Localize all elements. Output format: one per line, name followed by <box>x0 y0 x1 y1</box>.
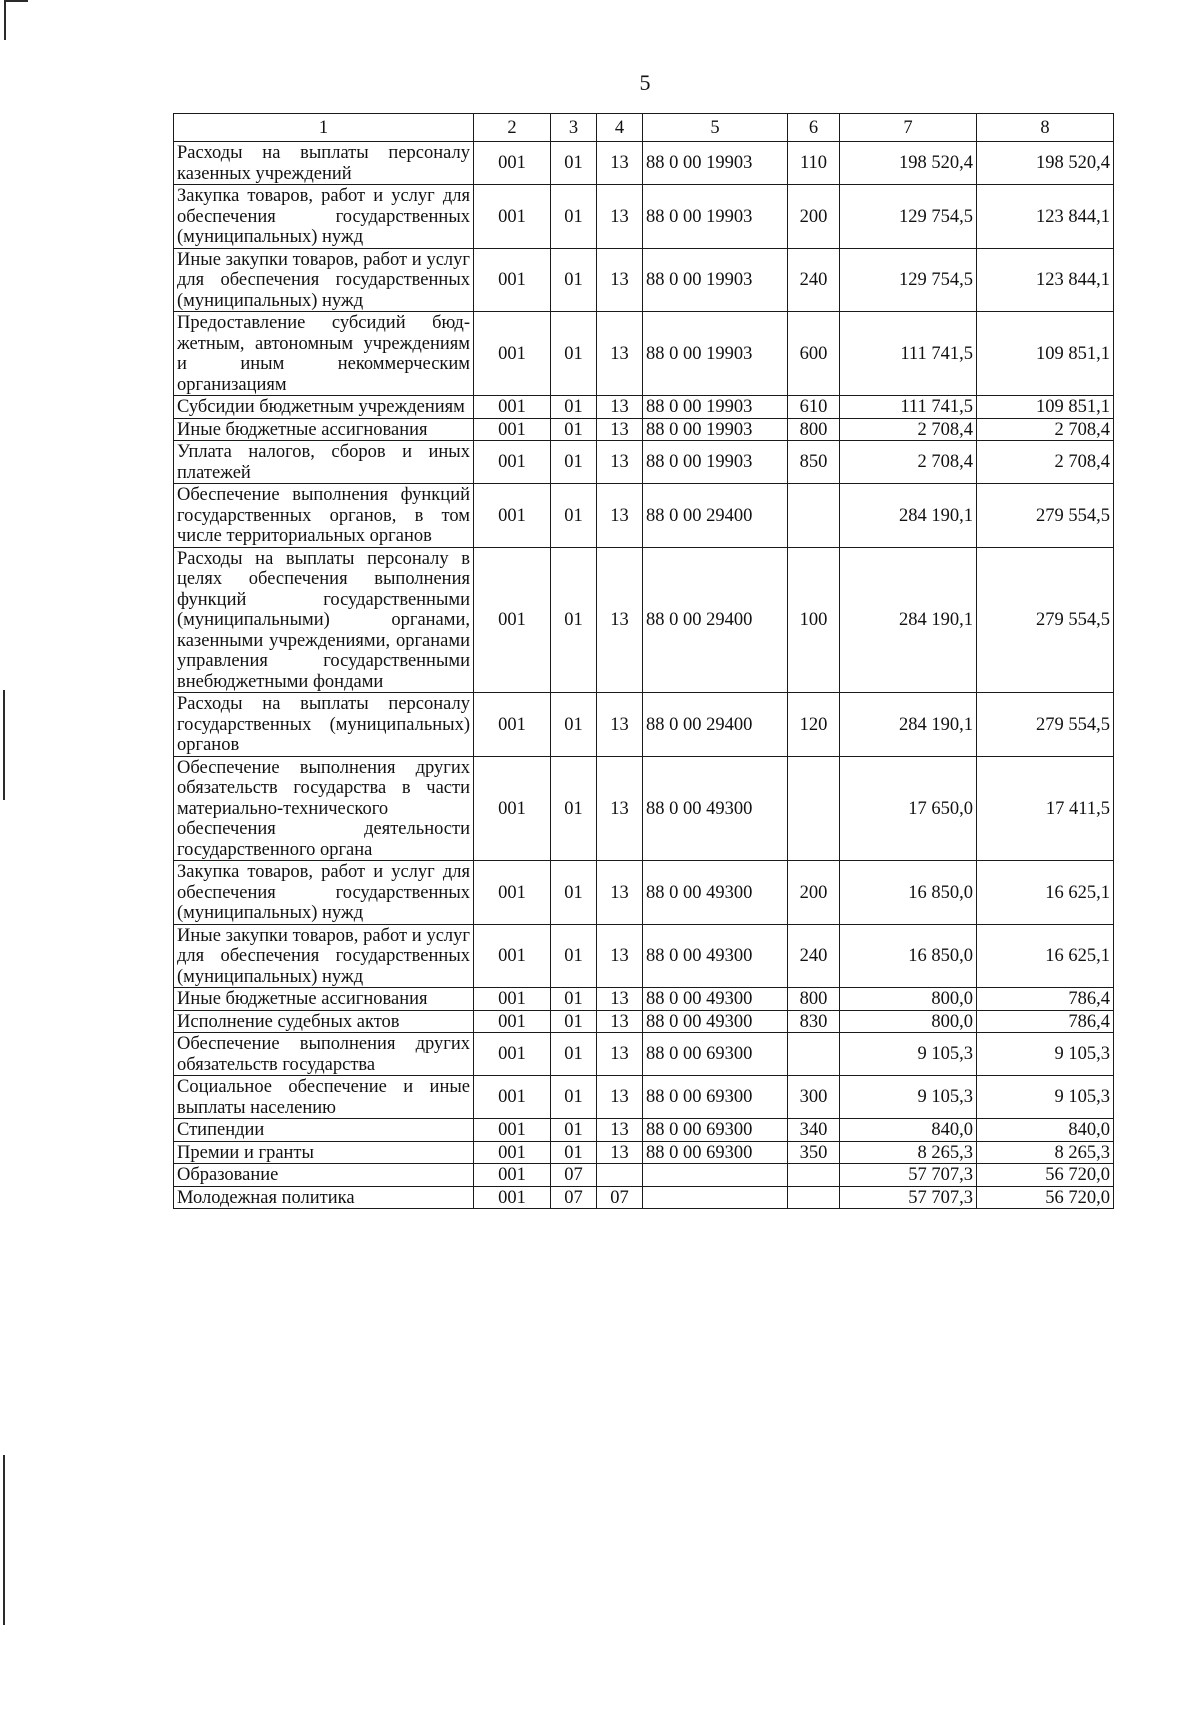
chapter-code-cell: 001 <box>474 185 551 249</box>
section-code-cell: 01 <box>551 185 597 249</box>
amount-col7-cell: 129 754,5 <box>840 185 977 249</box>
section-code-cell: 01 <box>551 1033 597 1076</box>
expense-type-cell: 850 <box>788 441 840 484</box>
amount-col7-cell: 57 707,3 <box>840 1164 977 1187</box>
section-code-cell: 01 <box>551 441 597 484</box>
target-article-cell <box>643 1164 788 1187</box>
target-article-cell: 88 0 00 19903 <box>643 142 788 185</box>
target-article-cell: 88 0 00 29400 <box>643 484 788 548</box>
chapter-code-cell: 001 <box>474 1010 551 1033</box>
chapter-code-cell: 001 <box>474 484 551 548</box>
amount-col7-cell: 8 265,3 <box>840 1141 977 1164</box>
chapter-code-cell: 001 <box>474 1186 551 1209</box>
table-row <box>174 142 1114 185</box>
subsection-code-cell: 13 <box>597 312 643 396</box>
amount-col7-cell: 2 708,4 <box>840 418 977 441</box>
expense-type-cell: 200 <box>788 185 840 249</box>
row-name-cell: Субсидии бюджетным учреждениям <box>174 396 474 419</box>
amount-col8-cell: 9 105,3 <box>977 1076 1114 1119</box>
target-article-cell: 88 0 00 69300 <box>643 1141 788 1164</box>
amount-col8-cell: 279 554,5 <box>977 693 1114 757</box>
table-row <box>174 441 1114 484</box>
section-code-cell: 01 <box>551 924 597 988</box>
target-article-cell: 88 0 00 29400 <box>643 693 788 757</box>
row-name-cell: Обеспечение выполнения других обязательств государства в части материально-технического обеспечения деятельности государственного органа <box>174 756 474 861</box>
table-row <box>174 693 1114 757</box>
table-row <box>174 484 1114 548</box>
chapter-code-cell: 001 <box>474 248 551 312</box>
scan-edge-mark-middle <box>3 690 5 800</box>
target-article-cell: 88 0 00 49300 <box>643 988 788 1011</box>
amount-col7-cell: 17 650,0 <box>840 756 977 861</box>
subsection-code-cell: 13 <box>597 484 643 548</box>
subsection-code-cell: 13 <box>597 693 643 757</box>
row-name-cell: Иные бюджетные ассигнования <box>174 988 474 1011</box>
target-article-cell: 88 0 00 49300 <box>643 924 788 988</box>
row-name-cell: Молодежная политика <box>174 1186 474 1209</box>
expense-type-cell: 340 <box>788 1119 840 1142</box>
table-row <box>174 1033 1114 1076</box>
expense-type-cell: 240 <box>788 248 840 312</box>
expense-type-cell: 110 <box>788 142 840 185</box>
amount-col8-cell: 109 851,1 <box>977 396 1114 419</box>
subsection-code-cell: 13 <box>597 756 643 861</box>
column-header-7: 7 <box>840 114 977 142</box>
table-row <box>174 988 1114 1011</box>
target-article-cell <box>643 1186 788 1209</box>
subsection-code-cell: 07 <box>597 1186 643 1209</box>
row-name-cell: Иные закупки товаров, работ и услуг для обеспечения государственных (муниципальных) нужд <box>174 248 474 312</box>
scan-edge-mark-top <box>4 0 6 40</box>
amount-col7-cell: 9 105,3 <box>840 1033 977 1076</box>
section-code-cell: 01 <box>551 1141 597 1164</box>
amount-col8-cell: 786,4 <box>977 988 1114 1011</box>
subsection-code-cell: 13 <box>597 924 643 988</box>
target-article-cell: 88 0 00 49300 <box>643 1010 788 1033</box>
column-header-5: 5 <box>643 114 788 142</box>
subsection-code-cell: 13 <box>597 988 643 1011</box>
subsection-code-cell: 13 <box>597 1010 643 1033</box>
expense-type-cell: 240 <box>788 924 840 988</box>
chapter-code-cell: 001 <box>474 924 551 988</box>
section-code-cell: 01 <box>551 988 597 1011</box>
subsection-code-cell: 13 <box>597 1033 643 1076</box>
target-article-cell: 88 0 00 19903 <box>643 248 788 312</box>
amount-col8-cell: 56 720,0 <box>977 1186 1114 1209</box>
row-name-cell: Расходы на выплаты персоналу в целях обеспечения выполнения функций государственными (муниципальными) органами, казенными учреждениями, органами управления государственными внебюджетными фондами <box>174 547 474 693</box>
target-article-cell: 88 0 00 29400 <box>643 547 788 693</box>
amount-col7-cell: 800,0 <box>840 1010 977 1033</box>
expense-type-cell: 800 <box>788 418 840 441</box>
expense-type-cell: 600 <box>788 312 840 396</box>
section-code-cell: 01 <box>551 1076 597 1119</box>
column-header-6: 6 <box>788 114 840 142</box>
page-number: 5 <box>639 70 651 95</box>
target-article-cell: 88 0 00 49300 <box>643 756 788 861</box>
chapter-code-cell: 001 <box>474 396 551 419</box>
row-name-cell: Стипендии <box>174 1119 474 1142</box>
amount-col7-cell: 57 707,3 <box>840 1186 977 1209</box>
table-header-row <box>174 114 1114 142</box>
section-code-cell: 01 <box>551 142 597 185</box>
chapter-code-cell: 001 <box>474 312 551 396</box>
row-name-cell: Закупка товаров, работ и услуг для обеспечения государственных (муниципальных) нужд <box>174 185 474 249</box>
amount-col8-cell: 56 720,0 <box>977 1164 1114 1187</box>
table-row <box>174 1186 1114 1209</box>
amount-col8-cell: 198 520,4 <box>977 142 1114 185</box>
amount-col8-cell: 786,4 <box>977 1010 1114 1033</box>
expense-type-cell <box>788 484 840 548</box>
amount-col8-cell: 840,0 <box>977 1119 1114 1142</box>
amount-col7-cell: 16 850,0 <box>840 861 977 925</box>
column-header-3: 3 <box>551 114 597 142</box>
amount-col7-cell: 129 754,5 <box>840 248 977 312</box>
expense-type-cell: 800 <box>788 988 840 1011</box>
column-header-4: 4 <box>597 114 643 142</box>
expense-type-cell <box>788 756 840 861</box>
amount-col7-cell: 284 190,1 <box>840 484 977 548</box>
amount-col7-cell: 2 708,4 <box>840 441 977 484</box>
row-name-cell: Предоставление субсидий бюджетным, автономным учреждениям и иным некоммерческим организациям <box>174 312 474 396</box>
section-code-cell: 01 <box>551 312 597 396</box>
subsection-code-cell <box>597 1164 643 1187</box>
section-code-cell: 01 <box>551 861 597 925</box>
row-name-cell: Иные бюджетные ассигнования <box>174 418 474 441</box>
table-row <box>174 756 1114 861</box>
expense-type-cell: 830 <box>788 1010 840 1033</box>
amount-col7-cell: 16 850,0 <box>840 924 977 988</box>
amount-col7-cell: 111 741,5 <box>840 312 977 396</box>
subsection-code-cell: 13 <box>597 142 643 185</box>
chapter-code-cell: 001 <box>474 1164 551 1187</box>
section-code-cell: 01 <box>551 1119 597 1142</box>
target-article-cell: 88 0 00 19903 <box>643 418 788 441</box>
expense-type-cell: 200 <box>788 861 840 925</box>
subsection-code-cell: 13 <box>597 185 643 249</box>
table-row <box>174 924 1114 988</box>
row-name-cell: Иные закупки товаров, работ и услуг для обеспечения государственных (муниципальных) нужд <box>174 924 474 988</box>
budget-table <box>173 113 1114 1209</box>
table-row <box>174 1010 1114 1033</box>
amount-col7-cell: 111 741,5 <box>840 396 977 419</box>
expense-type-cell: 300 <box>788 1076 840 1119</box>
chapter-code-cell: 001 <box>474 756 551 861</box>
amount-col7-cell: 9 105,3 <box>840 1076 977 1119</box>
chapter-code-cell: 001 <box>474 418 551 441</box>
section-code-cell: 01 <box>551 693 597 757</box>
target-article-cell: 88 0 00 19903 <box>643 185 788 249</box>
expense-type-cell: 100 <box>788 547 840 693</box>
amount-col8-cell: 109 851,1 <box>977 312 1114 396</box>
target-article-cell: 88 0 00 19903 <box>643 396 788 419</box>
target-article-cell: 88 0 00 19903 <box>643 441 788 484</box>
table-row <box>174 185 1114 249</box>
section-code-cell: 01 <box>551 418 597 441</box>
amount-col7-cell: 284 190,1 <box>840 547 977 693</box>
amount-col8-cell: 16 625,1 <box>977 924 1114 988</box>
section-code-cell: 01 <box>551 756 597 861</box>
row-name-cell: Социальное обеспечение и иные выплаты населению <box>174 1076 474 1119</box>
amount-col8-cell: 279 554,5 <box>977 547 1114 693</box>
amount-col8-cell: 8 265,3 <box>977 1141 1114 1164</box>
amount-col7-cell: 198 520,4 <box>840 142 977 185</box>
table-row <box>174 396 1114 419</box>
table-row <box>174 861 1114 925</box>
expense-type-cell <box>788 1033 840 1076</box>
row-name-cell: Расходы на выплаты персоналу казенных учреждений <box>174 142 474 185</box>
section-code-cell: 01 <box>551 396 597 419</box>
column-header-1: 1 <box>174 114 474 142</box>
row-name-cell: Исполнение судебных актов <box>174 1010 474 1033</box>
table-row <box>174 418 1114 441</box>
subsection-code-cell: 13 <box>597 861 643 925</box>
amount-col8-cell: 123 844,1 <box>977 248 1114 312</box>
section-code-cell: 01 <box>551 484 597 548</box>
chapter-code-cell: 001 <box>474 547 551 693</box>
table-row <box>174 1164 1114 1187</box>
chapter-code-cell: 001 <box>474 1141 551 1164</box>
expense-type-cell <box>788 1186 840 1209</box>
section-code-cell: 07 <box>551 1186 597 1209</box>
section-code-cell: 01 <box>551 547 597 693</box>
subsection-code-cell: 13 <box>597 1141 643 1164</box>
table-row <box>174 1119 1114 1142</box>
chapter-code-cell: 001 <box>474 1033 551 1076</box>
table-row <box>174 1076 1114 1119</box>
chapter-code-cell: 001 <box>474 441 551 484</box>
target-article-cell: 88 0 00 49300 <box>643 861 788 925</box>
table-row <box>174 312 1114 396</box>
chapter-code-cell: 001 <box>474 693 551 757</box>
section-code-cell: 01 <box>551 1010 597 1033</box>
row-name-cell: Закупка товаров, работ и услуг для обеспечения государственных (муниципальных) нужд <box>174 861 474 925</box>
subsection-code-cell: 13 <box>597 1076 643 1119</box>
row-name-cell: Обеспечение выполнения других обязательств государства <box>174 1033 474 1076</box>
expense-type-cell <box>788 1164 840 1187</box>
section-code-cell: 07 <box>551 1164 597 1187</box>
row-name-cell: Расходы на выплаты персоналу государственных (муниципальных) органов <box>174 693 474 757</box>
amount-col8-cell: 2 708,4 <box>977 441 1114 484</box>
column-header-2: 2 <box>474 114 551 142</box>
chapter-code-cell: 001 <box>474 988 551 1011</box>
amount-col7-cell: 840,0 <box>840 1119 977 1142</box>
scan-edge-mark-bottom <box>3 1455 5 1625</box>
target-article-cell: 88 0 00 19903 <box>643 312 788 396</box>
table-row <box>174 1141 1114 1164</box>
target-article-cell: 88 0 00 69300 <box>643 1033 788 1076</box>
table-row <box>174 248 1114 312</box>
target-article-cell: 88 0 00 69300 <box>643 1119 788 1142</box>
subsection-code-cell: 13 <box>597 248 643 312</box>
table-body <box>174 142 1114 1209</box>
chapter-code-cell: 001 <box>474 861 551 925</box>
section-code-cell: 01 <box>551 248 597 312</box>
row-name-cell: Уплата налогов, сборов и иных платежей <box>174 441 474 484</box>
expense-type-cell: 120 <box>788 693 840 757</box>
chapter-code-cell: 001 <box>474 1119 551 1142</box>
column-header-8: 8 <box>977 114 1114 142</box>
target-article-cell: 88 0 00 69300 <box>643 1076 788 1119</box>
expense-type-cell: 610 <box>788 396 840 419</box>
amount-col8-cell: 2 708,4 <box>977 418 1114 441</box>
expense-type-cell: 350 <box>788 1141 840 1164</box>
row-name-cell: Образование <box>174 1164 474 1187</box>
amount-col7-cell: 800,0 <box>840 988 977 1011</box>
chapter-code-cell: 001 <box>474 142 551 185</box>
row-name-cell: Премии и гранты <box>174 1141 474 1164</box>
chapter-code-cell: 001 <box>474 1076 551 1119</box>
subsection-code-cell: 13 <box>597 1119 643 1142</box>
subsection-code-cell: 13 <box>597 547 643 693</box>
amount-col8-cell: 16 625,1 <box>977 861 1114 925</box>
subsection-code-cell: 13 <box>597 418 643 441</box>
amount-col8-cell: 9 105,3 <box>977 1033 1114 1076</box>
scan-edge-mark-top-horizontal <box>4 0 28 2</box>
subsection-code-cell: 13 <box>597 396 643 419</box>
row-name-cell: Обеспечение выполнения функций государственных органов, в том числе территориальных органов <box>174 484 474 548</box>
table-row <box>174 547 1114 693</box>
subsection-code-cell: 13 <box>597 441 643 484</box>
amount-col8-cell: 17 411,5 <box>977 756 1114 861</box>
amount-col8-cell: 123 844,1 <box>977 185 1114 249</box>
amount-col8-cell: 279 554,5 <box>977 484 1114 548</box>
amount-col7-cell: 284 190,1 <box>840 693 977 757</box>
